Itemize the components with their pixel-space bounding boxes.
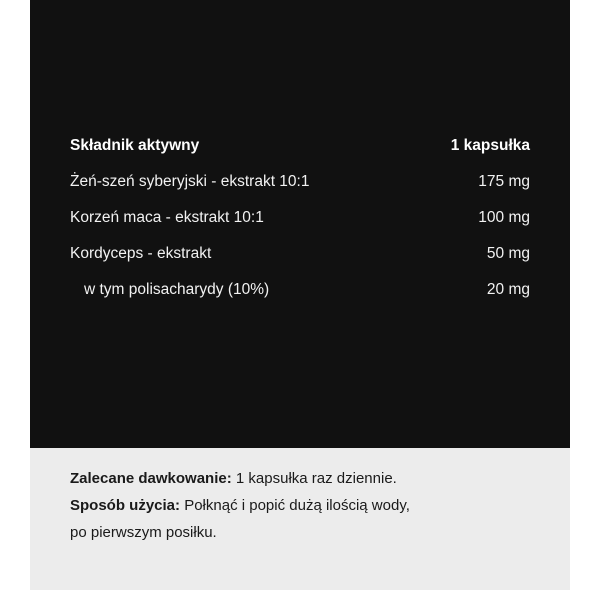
ingredient-amount: 50 mg <box>486 245 530 262</box>
dosage-text: 1 kapsułka raz dziennie. <box>231 470 397 487</box>
dosage-label: Zalecane dawkowanie: <box>70 470 232 487</box>
table-row <box>70 272 530 308</box>
table-row <box>70 164 530 200</box>
usage-label: Sposób użycia: <box>70 497 181 514</box>
bottom-margin <box>0 590 600 600</box>
usage-footer <box>30 448 570 590</box>
usage-text: Połknąć i popić dużą ilością wody, <box>180 497 410 514</box>
usage-line <box>70 493 530 518</box>
left-margin <box>0 0 30 600</box>
ingredient-name: Korzeń maca - ekstrakt 10:1 <box>70 209 264 226</box>
dosage-line <box>70 466 530 491</box>
ingredient-name: Żeń-szeń syberyjski - ekstrakt 10:1 <box>70 173 310 190</box>
table-row <box>70 236 530 272</box>
ingredients-table <box>70 128 530 308</box>
table-header <box>70 128 530 164</box>
header-active-ingredient: Składnik aktywny <box>70 137 200 154</box>
ingredient-amount: 20 mg <box>486 281 530 298</box>
right-margin <box>570 0 600 600</box>
header-serving-amount: 1 kapsułka <box>450 137 530 154</box>
table-header-row <box>70 128 530 164</box>
ingredient-amount: 100 mg <box>478 209 530 226</box>
ingredient-name: w tym polisacharydy (10%) <box>84 281 270 298</box>
table-row <box>70 200 530 236</box>
usage-line-2: po pierwszym posiłku. <box>70 524 217 541</box>
ingredient-name: Kordyceps - ekstrakt <box>70 245 212 262</box>
ingredients-table-area <box>30 0 570 448</box>
table-body <box>70 164 530 308</box>
ingredient-amount: 175 mg <box>478 173 530 190</box>
